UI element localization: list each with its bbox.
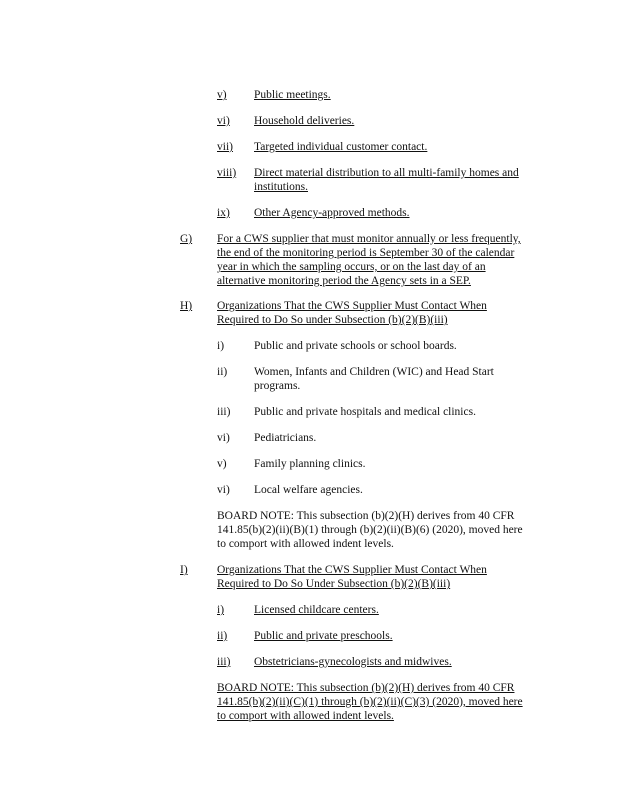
list-text: Family planning clinics. bbox=[254, 458, 366, 470]
section-heading: Organizations That the CWS Supplier Must Contact When Required to Do So under Subsection (b)(2)(B)(iii) bbox=[217, 300, 487, 326]
board-note-text: BOARD NOTE: This subsection (b)(2)(H) derives from 40 CFR 141.85(b)(2)(ii)(B)(1) through (b)(2)(ii)(B)(6) (2020), moved here to comport with allowed indent levels. bbox=[217, 510, 523, 550]
list-number: v) bbox=[217, 458, 227, 470]
list-number: ii) bbox=[217, 630, 228, 642]
list-text: Household deliveries. bbox=[254, 115, 355, 127]
list-text: Public meetings. bbox=[254, 89, 331, 101]
list-text: Targeted individual customer contact. bbox=[254, 141, 428, 153]
board-note-text: BOARD NOTE: This subsection (b)(2)(H) derives from 40 CFR 141.85(b)(2)(ii)(C)(1) through (b)(2)(ii)(C)(3) (2020), moved here to comport with allowed indent levels. bbox=[217, 682, 523, 722]
list-number: iii) bbox=[217, 656, 231, 668]
list-text: Other Agency-approved methods. bbox=[254, 207, 410, 219]
section-label: I) bbox=[180, 564, 188, 576]
section-g-paragraph: For a CWS supplier that must monitor annually or less frequently, the end of the monitoring period is September 30 of the calendar year in which the sampling occurs, or on the last day of an alternative monitoring period the Agency sets in a SEP. bbox=[217, 233, 521, 287]
list-text: Public and private hospitals and medical clinics. bbox=[254, 406, 476, 418]
list-number: vi) bbox=[217, 115, 230, 127]
section-heading: Organizations That the CWS Supplier Must Contact When Required to Do So Under Subsection (b)(2)(B)(iii) bbox=[217, 564, 487, 590]
list-number: viii) bbox=[217, 167, 237, 179]
list-text: Licensed childcare centers. bbox=[254, 604, 379, 616]
list-number: v) bbox=[217, 89, 227, 101]
list-text: Women, Infants and Children (WIC) and Head Start programs. bbox=[254, 366, 494, 392]
list-text: Obstetricians-gynecologists and midwives. bbox=[254, 656, 452, 668]
list-text: Direct material distribution to all multi-family homes and institutions. bbox=[254, 167, 519, 193]
list-text: Public and private schools or school boards. bbox=[254, 340, 457, 352]
list-number: vii) bbox=[217, 141, 233, 153]
list-number: ii) bbox=[217, 366, 228, 378]
section-label: G) bbox=[180, 233, 193, 245]
list-text: Local welfare agencies. bbox=[254, 484, 363, 496]
list-text: Pediatricians. bbox=[254, 432, 317, 444]
list-number: i) bbox=[217, 340, 225, 352]
list-number: iii) bbox=[217, 406, 231, 418]
list-number: ix) bbox=[217, 207, 230, 219]
section-label: H) bbox=[180, 300, 193, 312]
list-number: vi) bbox=[217, 484, 230, 496]
list-text: Public and private preschools. bbox=[254, 630, 393, 642]
list-number: i) bbox=[217, 604, 225, 616]
list-number: vi) bbox=[217, 432, 230, 444]
